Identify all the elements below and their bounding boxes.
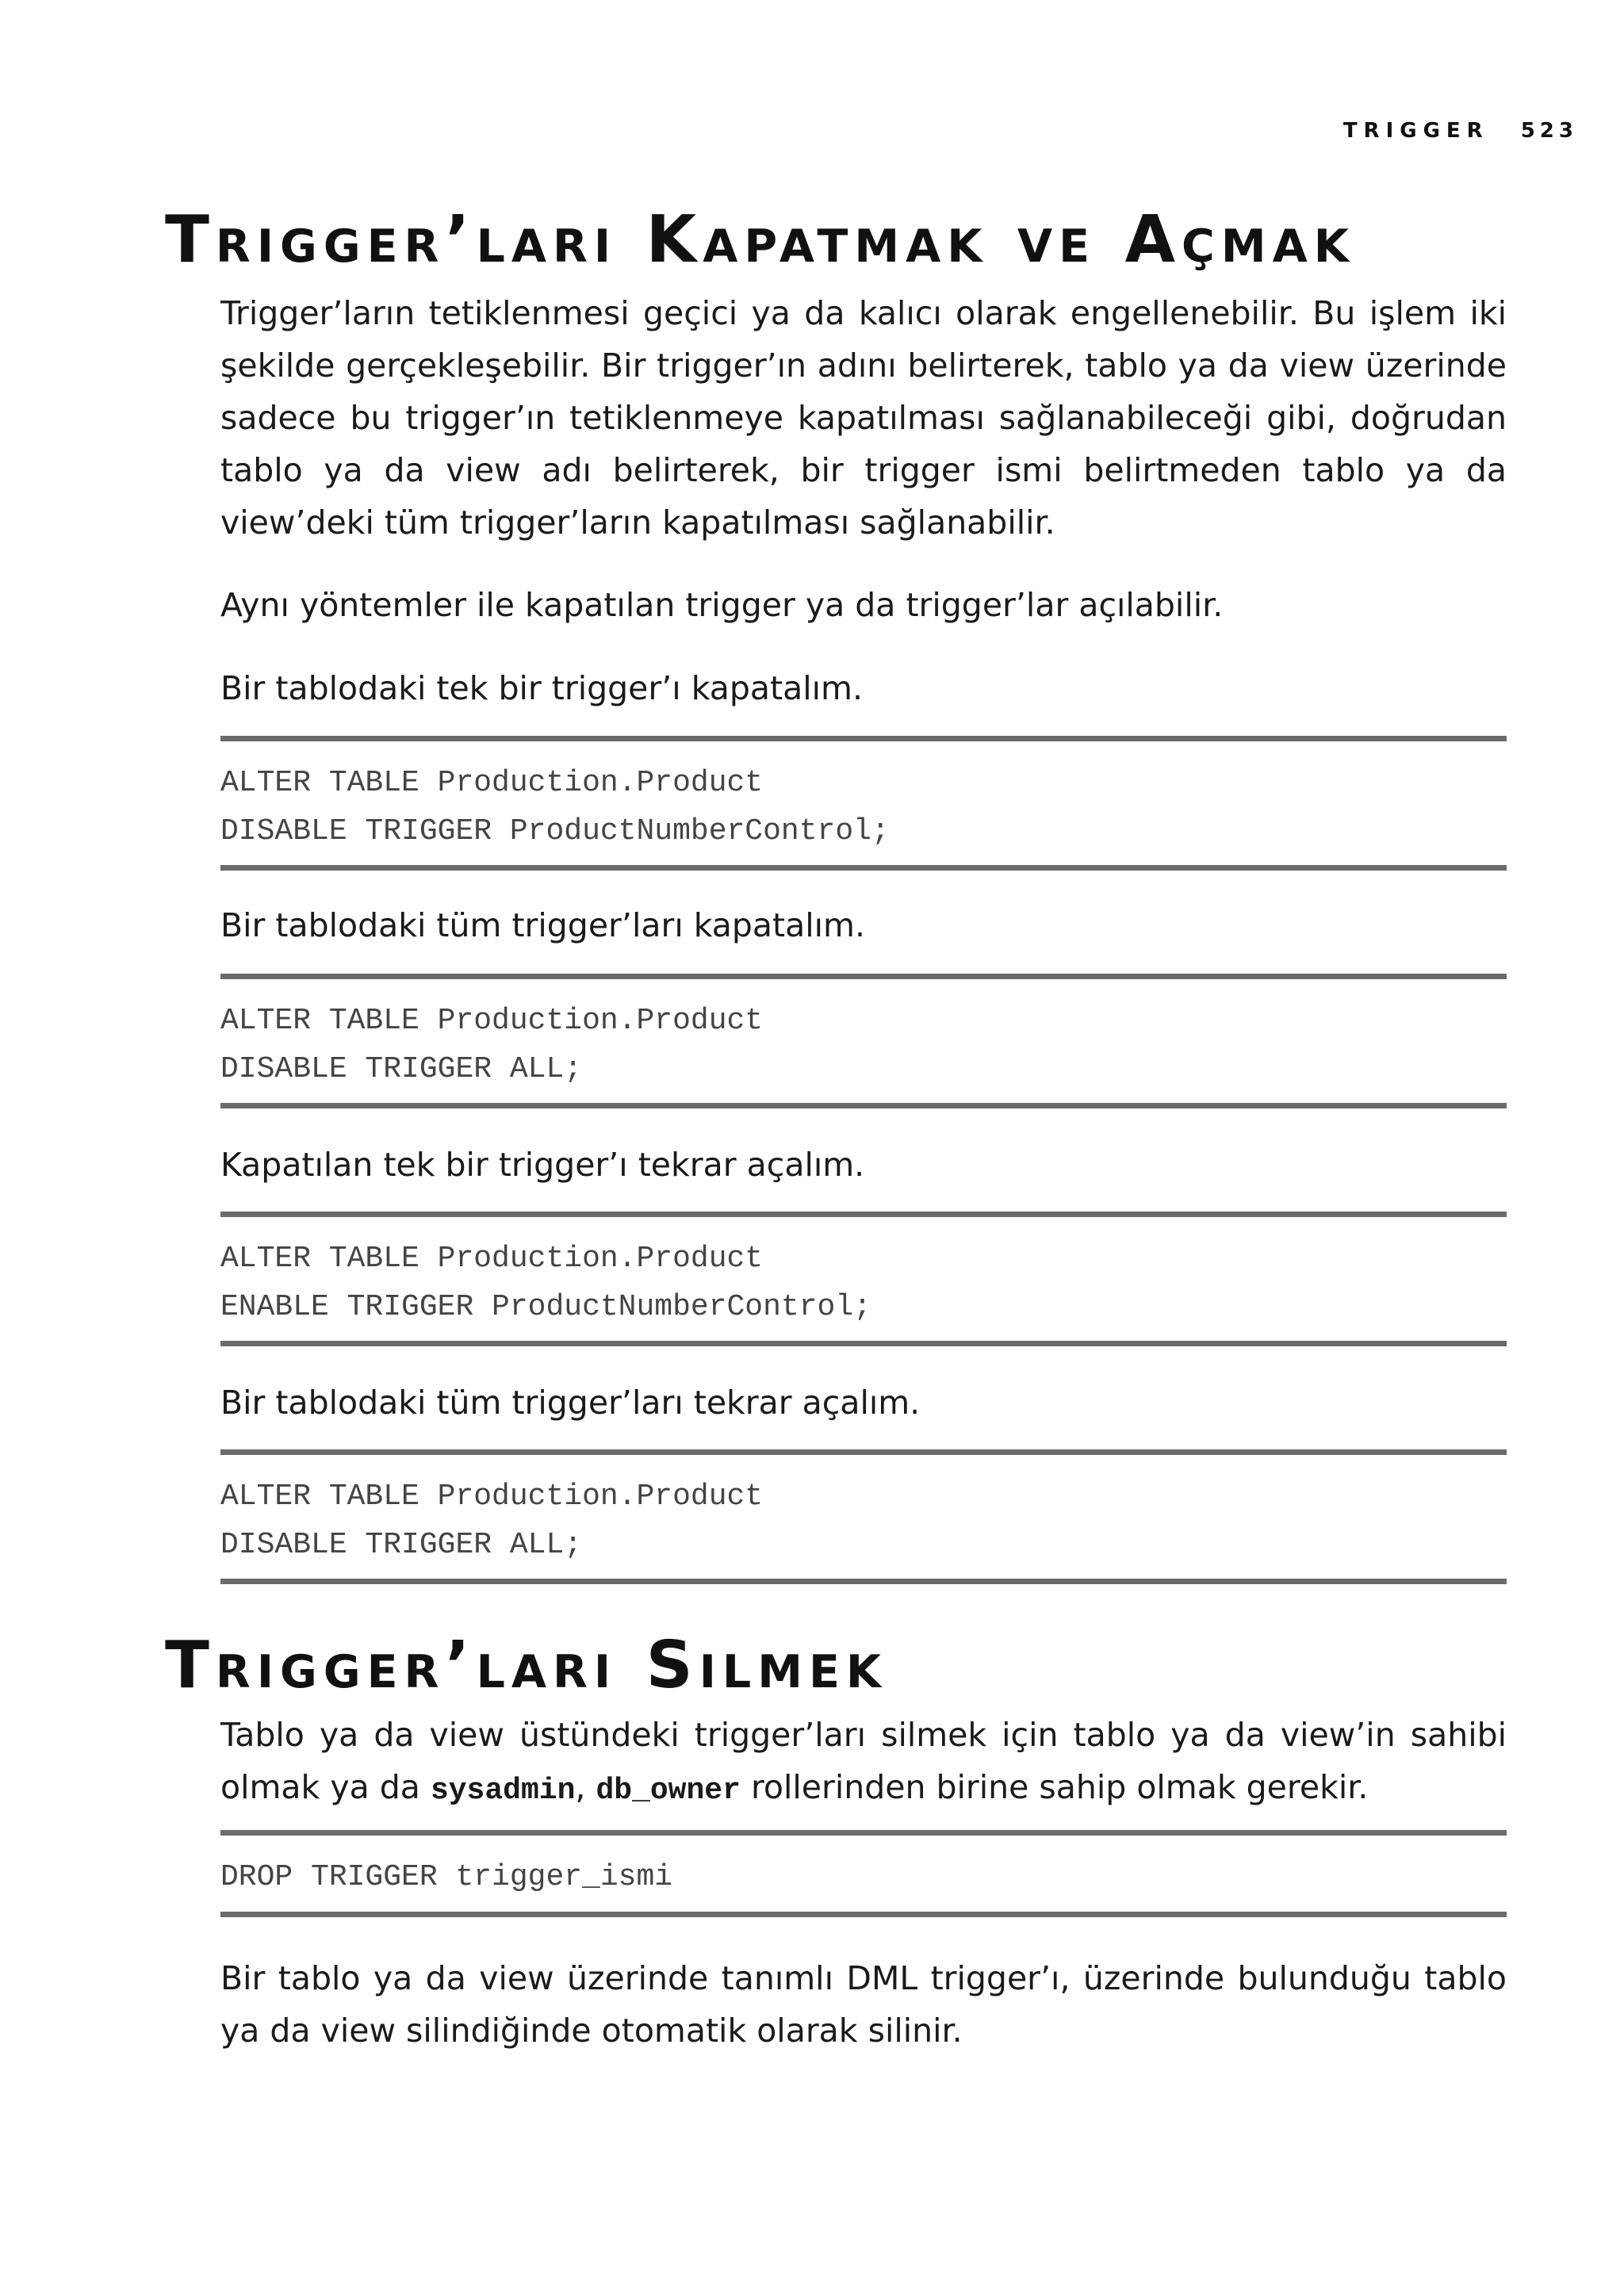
code-block-drop xyxy=(220,1830,1507,1917)
code-line: DISABLE TRIGGER ALL; xyxy=(220,1528,583,1562)
page-number: 523 xyxy=(1520,119,1578,143)
drop-permissions-paragraph xyxy=(220,1709,1507,1817)
example-caption-3: Kapatılan tek bir trigger’ı tekrar açalım. xyxy=(220,1146,865,1184)
code-line: ALTER TABLE Production.Product xyxy=(220,766,764,800)
code-block-2 xyxy=(220,974,1507,1108)
drop-para-text-end: rollerinden birine sahip olmak gerekir. xyxy=(750,1768,1369,1806)
role-separator: , xyxy=(575,1768,586,1806)
example-caption-4: Bir tablodaki tüm trigger’ları tekrar açalım. xyxy=(220,1384,921,1422)
section-heading-drop: Trigger’ları Silmek xyxy=(165,1628,888,1703)
reopen-note: Aynı yöntemler ile kapatılan trigger ya da trigger’lar açılabilir. xyxy=(220,586,1224,624)
code-line: ALTER TABLE Production.Product xyxy=(220,1242,764,1276)
code-line: DROP TRIGGER trigger_ismi xyxy=(220,1860,673,1894)
code-block-4 xyxy=(220,1449,1507,1584)
section-heading-disable-enable: Trigger’ları Kapatmak ve Açmak xyxy=(165,202,1355,278)
code-block-1 xyxy=(220,736,1507,871)
code-line: DISABLE TRIGGER ALL; xyxy=(220,1052,583,1086)
closing-paragraph: Bir tablo ya da view üzerinde tanımlı DML trigger’ı, üzerinde bulunduğu tablo ya da view silindiğinde otomatik olarak silinir. xyxy=(220,1959,1507,2050)
role-sysadmin: sysadmin xyxy=(430,1774,576,1808)
running-header-section: TRIGGER xyxy=(1342,119,1489,143)
running-header xyxy=(1343,119,1578,143)
intro-paragraph: Trigger’ların tetiklenmesi geçici ya da kalıcı olarak engellenebilir. Bu işlem iki şekilde gerçekleşebilir. Bir trigger’ın adını belirterek, tablo ya da view üzerinde sadece bu trigger’ın tetiklenmeye kapatılması sağlanabileceği gibi, doğrudan tablo ya da view adı belirterek, bir trigger ismi belirtmeden tablo ya da view’deki tüm trigger’ların kapatılması sağlanabilir. xyxy=(220,294,1507,542)
code-line: ALTER TABLE Production.Product xyxy=(220,1004,764,1038)
code-block-3 xyxy=(220,1212,1507,1346)
example-caption-1: Bir tablodaki tek bir trigger’ı kapatalım. xyxy=(220,669,863,707)
example-caption-2: Bir tablodaki tüm trigger’ları kapatalım. xyxy=(220,906,865,944)
code-line: ENABLE TRIGGER ProductNumberControl; xyxy=(220,1290,871,1324)
code-line: ALTER TABLE Production.Product xyxy=(220,1480,764,1514)
drop-para-text: Tablo ya da view üstündeki trigger’ları silmek için tablo ya da view’in sahibi olmak ya da xyxy=(220,1716,1507,1806)
code-line: DISABLE TRIGGER ProductNumberControl; xyxy=(220,814,890,848)
role-db-owner: db_owner xyxy=(596,1774,741,1808)
